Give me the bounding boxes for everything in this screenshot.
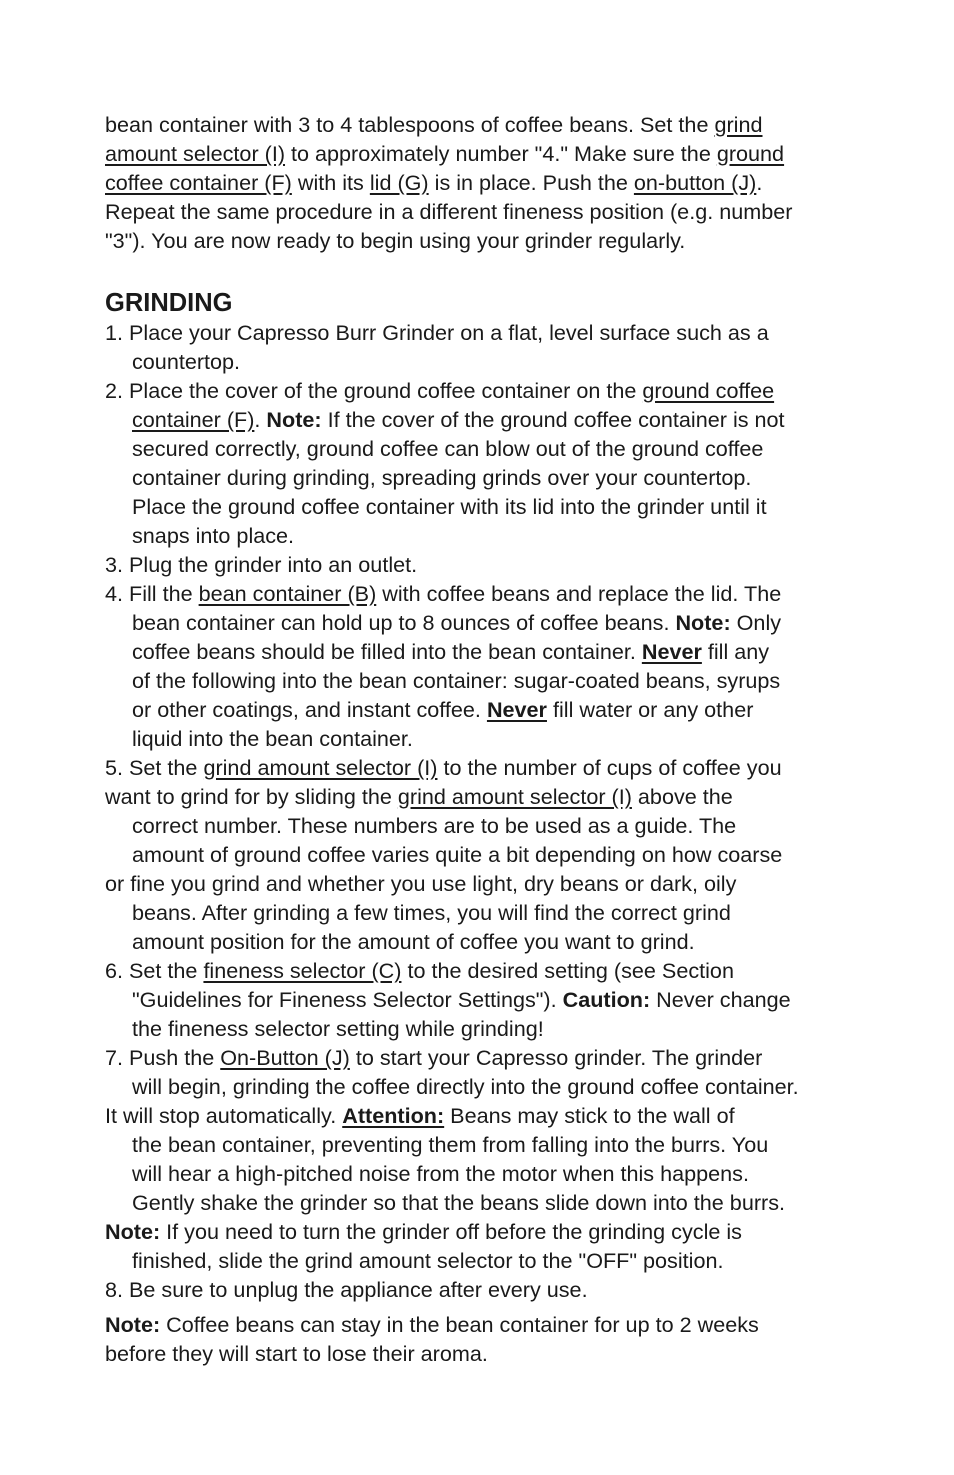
ground-ref: ground xyxy=(716,141,785,166)
step-3: 3. Plug the grinder into an outlet. xyxy=(105,552,418,577)
step-5: 5. Set the grind amount selector (I) to the number of cups of coffee you want to grind for by sliding the grind amount selector (I) above the correct number. These numbers are to be used as a guide. The amount of ground coffee varies quite a bit depending on how coarse or fine you grind and whether you use light, dry beans or dark, oily beans. After grinding a few times, you will find the correct grind amount position for the amount of coffee you want to grind. xyxy=(105,755,783,954)
grind-link: grind xyxy=(714,112,763,137)
intro-line-5: "3"). You are now ready to begin using your grinder regularly. xyxy=(105,228,686,253)
step-7: 7. Push the On-Button (J) to start your Capresso grinder. The grinder will begin, grinding the coffee directly into the ground coffee container. It will stop automatically. Attention: Beans may stick to the wall of the bean container, preventing them from falling into the burrs. You will hear a high-pitched noise from the motor when this happens. Gently shake the grinder so that the beans slide down into the burrs. Note: If you need to turn the grinder off before the grinding cycle is finished, slide the grind amount selector to the "OFF" position. xyxy=(105,1045,799,1273)
manual-page xyxy=(105,110,875,1368)
step-2: 2. Place the cover of the ground coffee container on the ground coffee container (F). Note: If the cover of the ground coffee container is not secured correctly, ground coffee can blow out of the ground coffee container during grinding, spreading grinds over your countertop. Place the ground coffee container with its lid into the grinder until it snaps into place. xyxy=(105,378,785,548)
final-note: Note: Coffee beans can stay in the bean container for up to 2 weeks before they will start to lose their aroma. xyxy=(105,1312,759,1366)
step-1: 1. Place your Capresso Burr Grinder on a flat, level surface such as a countertop. xyxy=(105,320,769,374)
intro-line-1: bean container with 3 to 4 tablespoons of coffee beans. Set the grind xyxy=(105,112,763,137)
intro-line-2: amount selector (I) to approximately number "4." Make sure the ground xyxy=(105,141,785,166)
step-8: 8. Be sure to unplug the appliance after every use. xyxy=(105,1277,588,1302)
on-button-ref: on-button (J) xyxy=(633,170,757,195)
coffee-container-ref: coffee container (F) xyxy=(105,170,292,195)
lid-ref: lid (G) xyxy=(369,170,429,195)
step-6: 6. Set the fineness selector (C) to the desired setting (see Section "Guidelines for Fineness Selector Settings"). Caution: Never change the fineness selector setting while grinding! xyxy=(105,958,791,1041)
intro-paragraph xyxy=(105,110,875,255)
section-heading: GRINDING xyxy=(105,289,233,317)
step-4: 4. Fill the bean container (B) with coffee beans and replace the lid. The bean container can hold up to 8 ounces of coffee beans. Note: Only coffee beans should be filled into the bean container. Never fill any of the following into the bean container: sugar-coated beans, syrups or other coatings, and instant coffee. Never fill water or any other liquid into the bean container. xyxy=(105,581,782,751)
intro-line-3: coffee container (F) with its lid (G) is in place. Push the on-button (J). xyxy=(105,170,763,195)
intro-line-4: Repeat the same procedure in a different fineness position (e.g. number xyxy=(105,199,793,224)
grind-amount-selector-ref: amount selector (I) xyxy=(105,141,286,166)
